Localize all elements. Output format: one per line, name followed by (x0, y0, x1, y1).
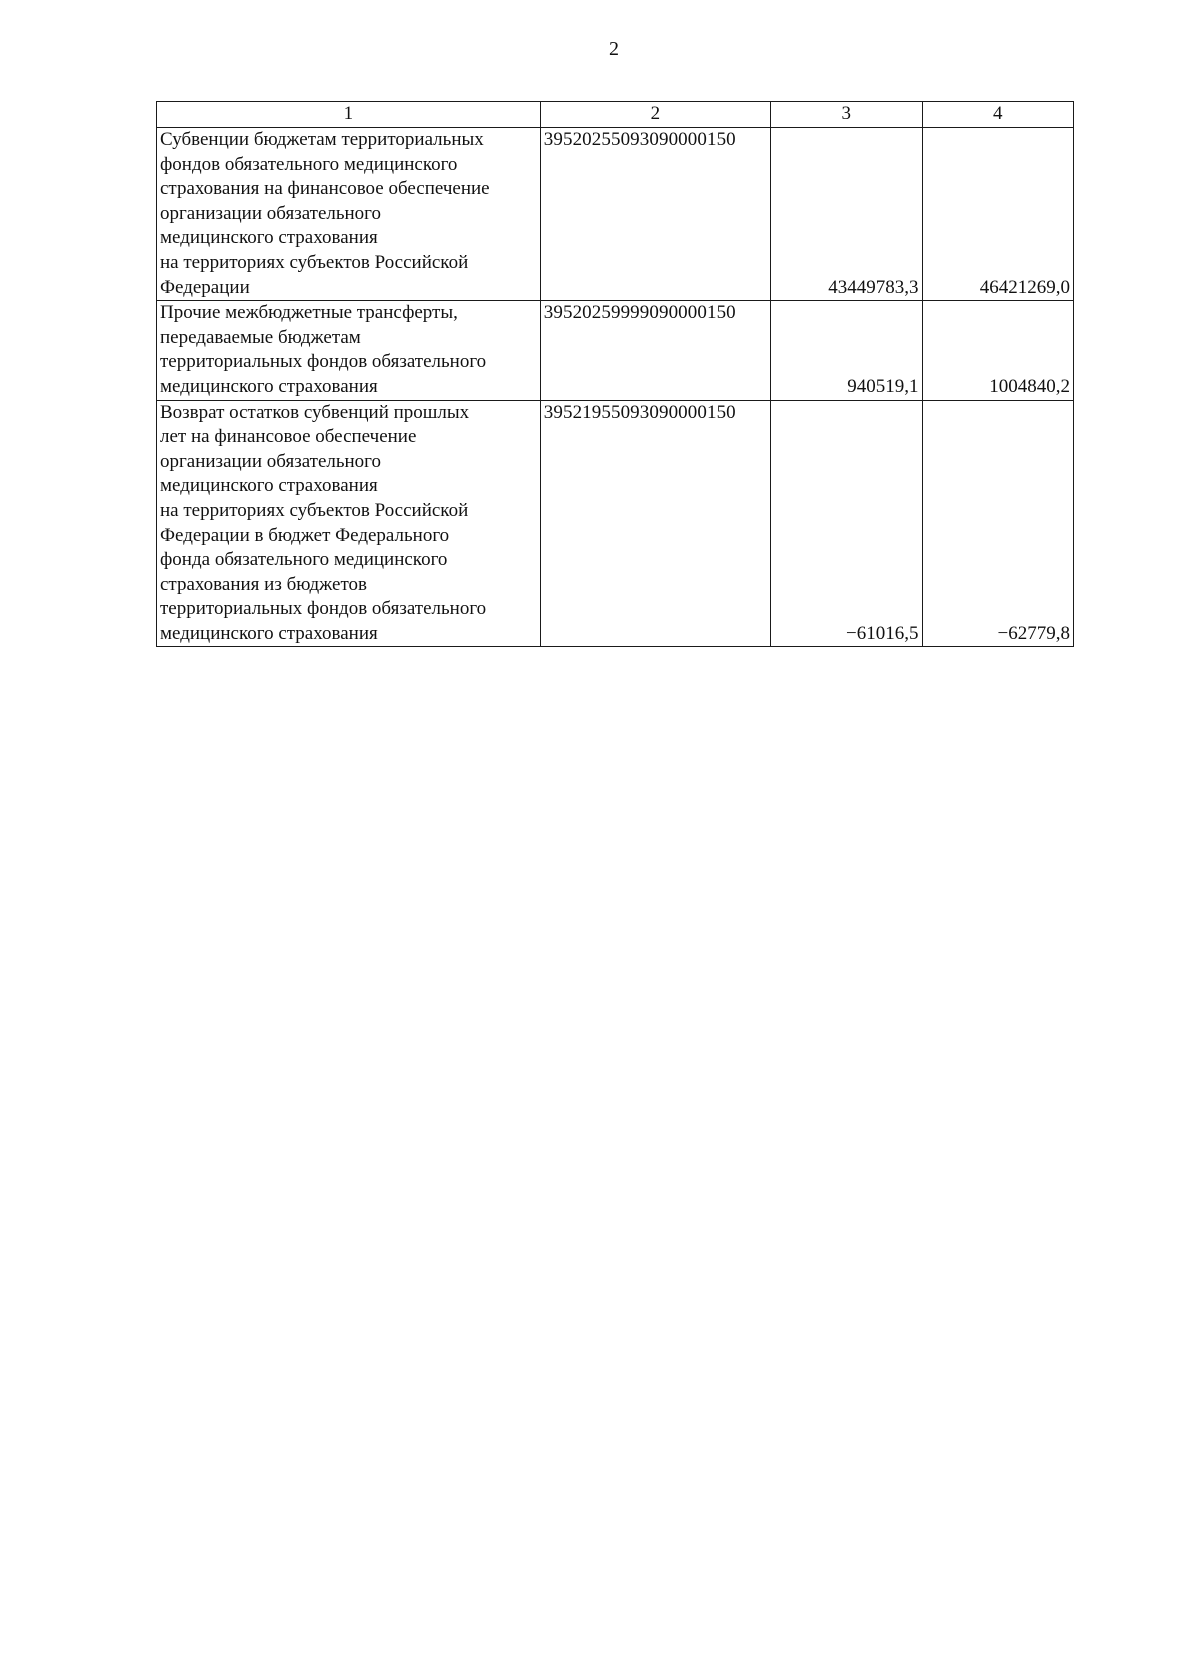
table-header-row (157, 102, 1074, 128)
row-value-col4: −62779,8 (922, 400, 1074, 647)
row-name: Прочие межбюджетные трансферты, передаваемые бюджетам территориальных фондов обязательного медицинского страхования (157, 301, 541, 400)
budget-table (156, 101, 1074, 647)
table-row (157, 400, 1074, 647)
row-value-col3: 940519,1 (771, 301, 922, 400)
row-code: 39521955093090000150 (540, 400, 770, 647)
row-name: Возврат остатков субвенций прошлых лет на финансовое обеспечение организации обязательного медицинского страхования на территориях субъектов Российской Федерации в бюджет Федерального фонда обязательного медицинского страхования из бюджетов территориальных фондов обязательного медицинского страхования (157, 400, 541, 647)
column-header-2: 2 (540, 102, 770, 128)
row-value-col4: 1004840,2 (922, 301, 1074, 400)
page-number: 2 (609, 38, 619, 60)
column-header-3: 3 (771, 102, 922, 128)
column-header-4: 4 (922, 102, 1074, 128)
row-value-col3: −61016,5 (771, 400, 922, 647)
column-header-1: 1 (157, 102, 541, 128)
row-value-col4: 46421269,0 (922, 128, 1074, 301)
row-value-col3: 43449783,3 (771, 128, 922, 301)
row-code: 39520259999090000150 (540, 301, 770, 400)
table-row (157, 128, 1074, 301)
row-name: Субвенции бюджетам территориальных фондов обязательного медицинского страхования на финансовое обеспечение организации обязательного медицинского страхования на территориях субъектов Российской Федерации (157, 128, 541, 301)
row-code: 39520255093090000150 (540, 128, 770, 301)
table-row (157, 301, 1074, 400)
